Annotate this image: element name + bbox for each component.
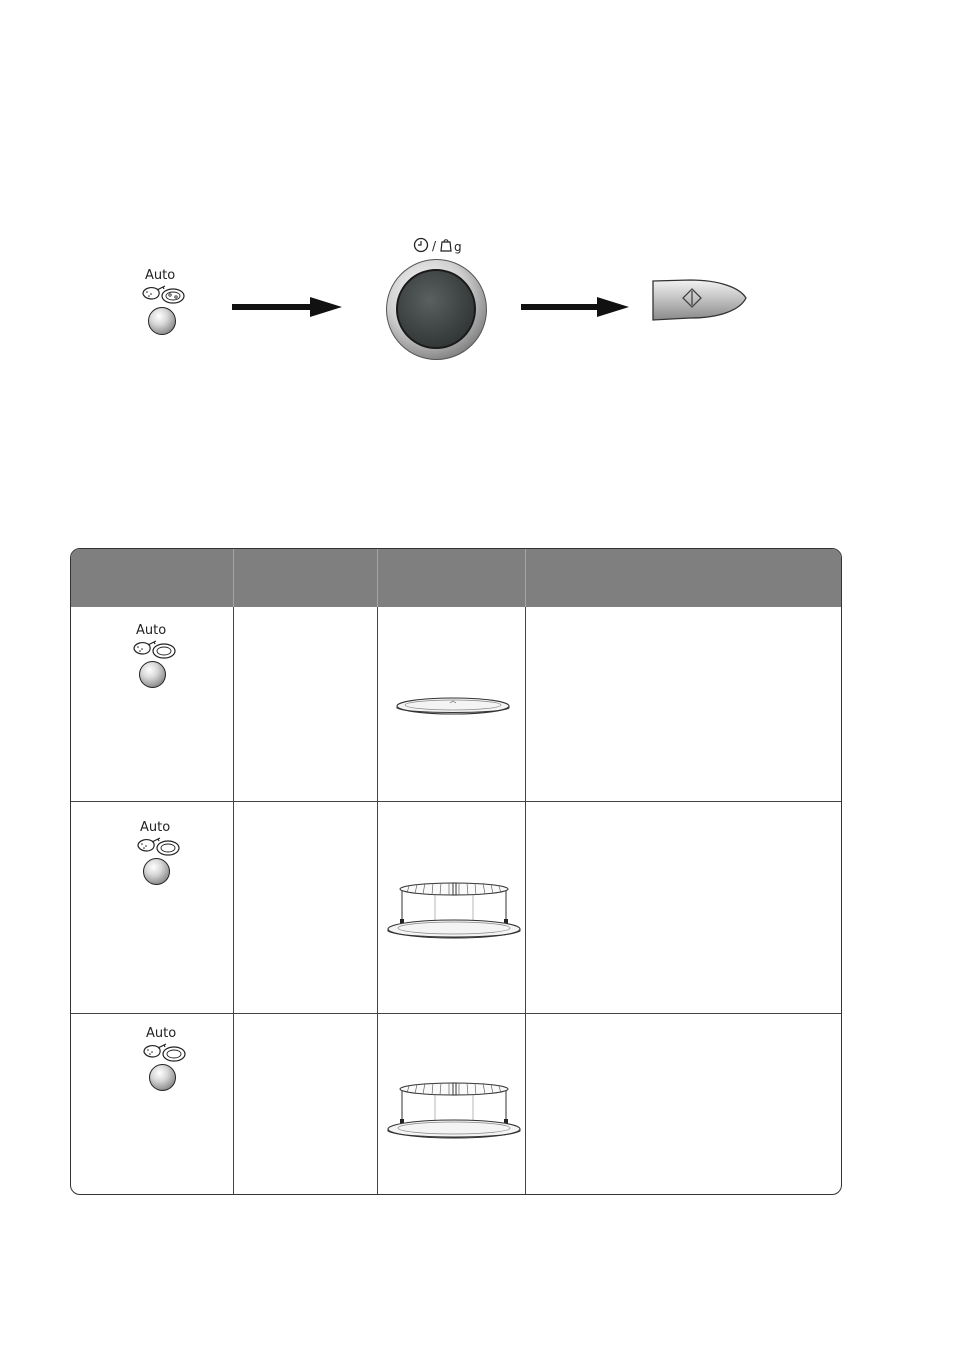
dial-slash: / (432, 239, 437, 253)
auto-button[interactable] (148, 307, 176, 335)
auto-button[interactable] (143, 858, 170, 885)
clock-weight-icon (413, 236, 467, 254)
food-chicken-pizza-icon (141, 1042, 187, 1064)
dial-knob[interactable] (386, 259, 487, 360)
auto-label: Auto (136, 623, 167, 638)
auto-button[interactable] (139, 661, 166, 688)
row-divider (71, 1013, 841, 1014)
food-chicken-pizza-icon (131, 639, 177, 661)
header-divider (233, 549, 234, 607)
header-divider (377, 549, 378, 607)
start-button[interactable] (650, 278, 750, 322)
high-rack-on-turntable-icon (385, 879, 523, 943)
food-chicken-pizza-icon (135, 836, 181, 858)
header-divider (525, 549, 526, 607)
glass-turntable-icon (395, 694, 511, 720)
column-divider (233, 607, 234, 1195)
auto-button[interactable] (149, 1064, 176, 1091)
food-chicken-pizza-icon (140, 284, 186, 306)
auto-label: Auto (140, 820, 171, 835)
column-divider (377, 607, 378, 1195)
column-divider (525, 607, 526, 1195)
arrow-right-icon (521, 296, 631, 318)
arrow-right-icon (232, 296, 344, 318)
dial-weight-unit: g (454, 240, 462, 254)
table-header (71, 549, 841, 607)
auto-label: Auto (145, 268, 176, 283)
high-rack-on-turntable-icon (385, 1079, 523, 1143)
auto-label: Auto (146, 1026, 177, 1041)
auto-programme-table (70, 548, 842, 1195)
row-divider (71, 801, 841, 802)
dial-face[interactable] (396, 269, 476, 349)
